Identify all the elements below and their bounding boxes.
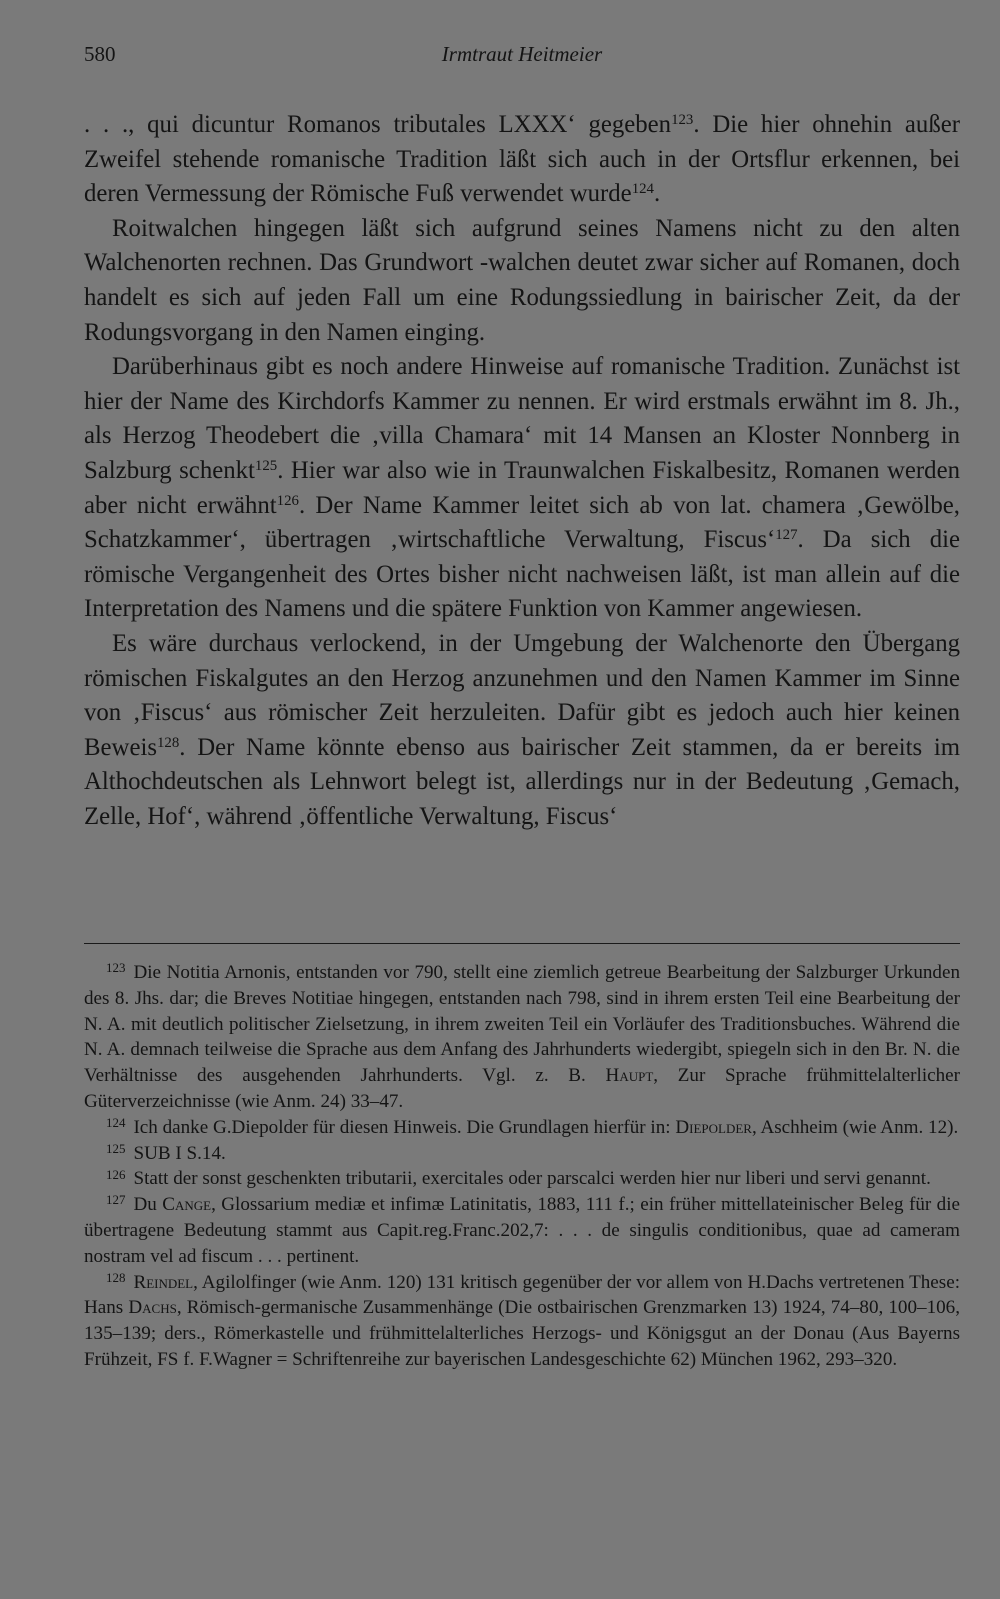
paragraph-3: Darüberhinaus gibt es noch andere Hinweise auf romanische Tradition. Zunächst ist hier der Name des Kirchdorfs Kammer zu nennen. Er wird erstmals erwähnt im 8. Jh., als Herzog Theodebert die ‚villa Chamara‘ mit 14 Mansen an Kloster Nonnberg in Salzburg schenkt$^{125}$. Hier war also wie in Traunwalchen Fiskalbesitz, Romanen werden aber nicht erwähnt$^{126}$. Der Name Kammer leitet sich ab von lat. chamera ‚Gewölbe, Schatzkammer‘, übertragen ‚wirtschaftliche Verwaltung, Fiscus‘$^{127}$. Da sich die römische Vergangenheit des Ortes bisher nicht nachweisen läßt, ist man allein auf die Interpretation des Namens und die spätere Funktion von Kammer angewiesen.	[84, 353, 961, 623]
footnote-number: 126	[106, 1166, 126, 1182]
author-name: Reindel	[133, 1271, 194, 1293]
footnote-number: 124	[106, 1114, 126, 1130]
page-header	[84, 42, 960, 78]
running-title: Irmtraut Heitmeier	[441, 42, 603, 66]
main-text	[84, 108, 960, 834]
footnote-125: $^{125}$ SUB I S.14.	[106, 1140, 226, 1164]
footnote-ref-126[interactable]: 126	[276, 492, 299, 509]
footnote-number: 127	[106, 1192, 126, 1208]
footnote-ref-125[interactable]: 125	[254, 457, 278, 474]
page-number: 580	[84, 42, 116, 66]
footnote-ref-127[interactable]: 127	[775, 526, 798, 543]
footnote-separator	[84, 943, 960, 944]
paragraph-1: . . ., qui dicuntur Romanos tributales LXXX‘ gegeben$^{123}$. Die hier ohnehin außer Zweifel stehende romanische Tradition läßt sich auch in der Ortsflur erkennen, bei deren Vermessung der Römische Fuß verwendet wurde$^{124}$.	[84, 111, 960, 208]
footnote-127: $^{127}$ Du Cange, Glossarium mediæ et infimæ Latinitatis, 1883, 111 f.; ein früher mittellateinischer Beleg für die übertragene Bedeutung stammt aus Capit.reg.Franc.202,7: . . . de singulis conditionibus, quae ad cameram nostram vel ad fiscum . . . pertinent.	[84, 1192, 960, 1267]
footnote-number: 128	[106, 1269, 126, 1285]
footnote-number: 125	[106, 1140, 126, 1156]
author-name: Diepolder	[675, 1116, 752, 1138]
paragraph-4: Es wäre durchaus verlockend, in der Umgebung der Walchenorte den Übergang römischen Fiskalgutes an den Herzog anzunehmen und den Namen Kammer im Sinne von ‚Fiscus‘ aus römischer Zeit herzuleiten. Dafür gibt es jedoch auch hier keinen Beweis$^{128}$. Der Name könnte ebenso aus bairischer Zeit stammen, da er bereits im Althochdeutschen als Lehnwort belegt ist, allerdings nur in der Bedeutung ‚Gemach, Zelle, Hof‘, während ‚öffentliche Verwaltung, Fiscus‘	[84, 629, 960, 830]
footnote-128: $^{128}$ Reindel, Agilolfinger (wie Anm. 120) 131 kritisch gegenüber der vor allem von H.Dachs vertretenen These: Hans Dachs, Römisch-germanische Zusammenhänge (Die ostbairischen Grenzmarken 13) 1924, 74–80, 100–106, 135–139; ders., Römerkastelle und frühmittelalterliches Herzogs- und Königsgut an der Donau (Aus Bayerns Frühzeit, FS f. F.Wagner = Schriftenreihe zur bayerischen Landesgeschichte 62) München 1962, 293–320.	[84, 1269, 960, 1370]
footnotes	[84, 960, 960, 1373]
author-name: Dachs	[128, 1297, 177, 1319]
footnote-ref-123[interactable]: 123	[671, 111, 694, 128]
footnote-124: $^{124}$ Ich danke G.Diepolder für diesen Hinweis. Die Grundlagen hierfür in: Diepolder, Aschheim (wie Anm. 12).	[106, 1114, 959, 1138]
paragraph-2: Roitwalchen hingegen läßt sich aufgrund seines Namens nicht zu den alten Walchenorten rechnen. Das Grundwort -walchen deutet zwar sicher auf Romanen, doch handelt es sich auf jeden Fall um eine Rodungssiedlung in bairischer Zeit, da der Rodungsvorgang in den Namen einging.	[84, 214, 960, 346]
author-name: Haupt	[605, 1065, 654, 1087]
footnote-123: $^{123}$ Die Notitia Arnonis, entstanden vor 790, stellt eine ziemlich getreue Bearbeitung der Salzburger Urkunden des 8. Jhs. dar; die Breves Notitiae hingegen, entstanden nach 798, sind in ihrem ersten Teil eine Bearbeitung der N. A. mit deutlich politischer Zielsetzung, in ihrem zweiten Teil ein Vorläufer des Traditionsbuches. Während die N. A. demnach teilweise die Sprache aus dem Anfang des Jahrhunderts wiedergibt, spiegeln sich in den Br. N. die Verhältnisse des ausgehenden Jahrhunderts. Vgl. z. B. Haupt, Zur Sprache frühmittelalterlicher Güterverzeichnisse (wie Anm. 24) 33–47.	[84, 960, 960, 1112]
footnote-ref-128[interactable]: 128	[157, 734, 180, 751]
author-name: Cange	[162, 1194, 212, 1216]
footnote-126: $^{126}$ Statt der sonst geschenkten tributarii, exercitales oder parscalci werden hier nur liberi und servi genannt.	[106, 1166, 931, 1190]
footnote-ref-124[interactable]: 124	[631, 181, 654, 198]
footnote-number: 123	[106, 960, 126, 976]
